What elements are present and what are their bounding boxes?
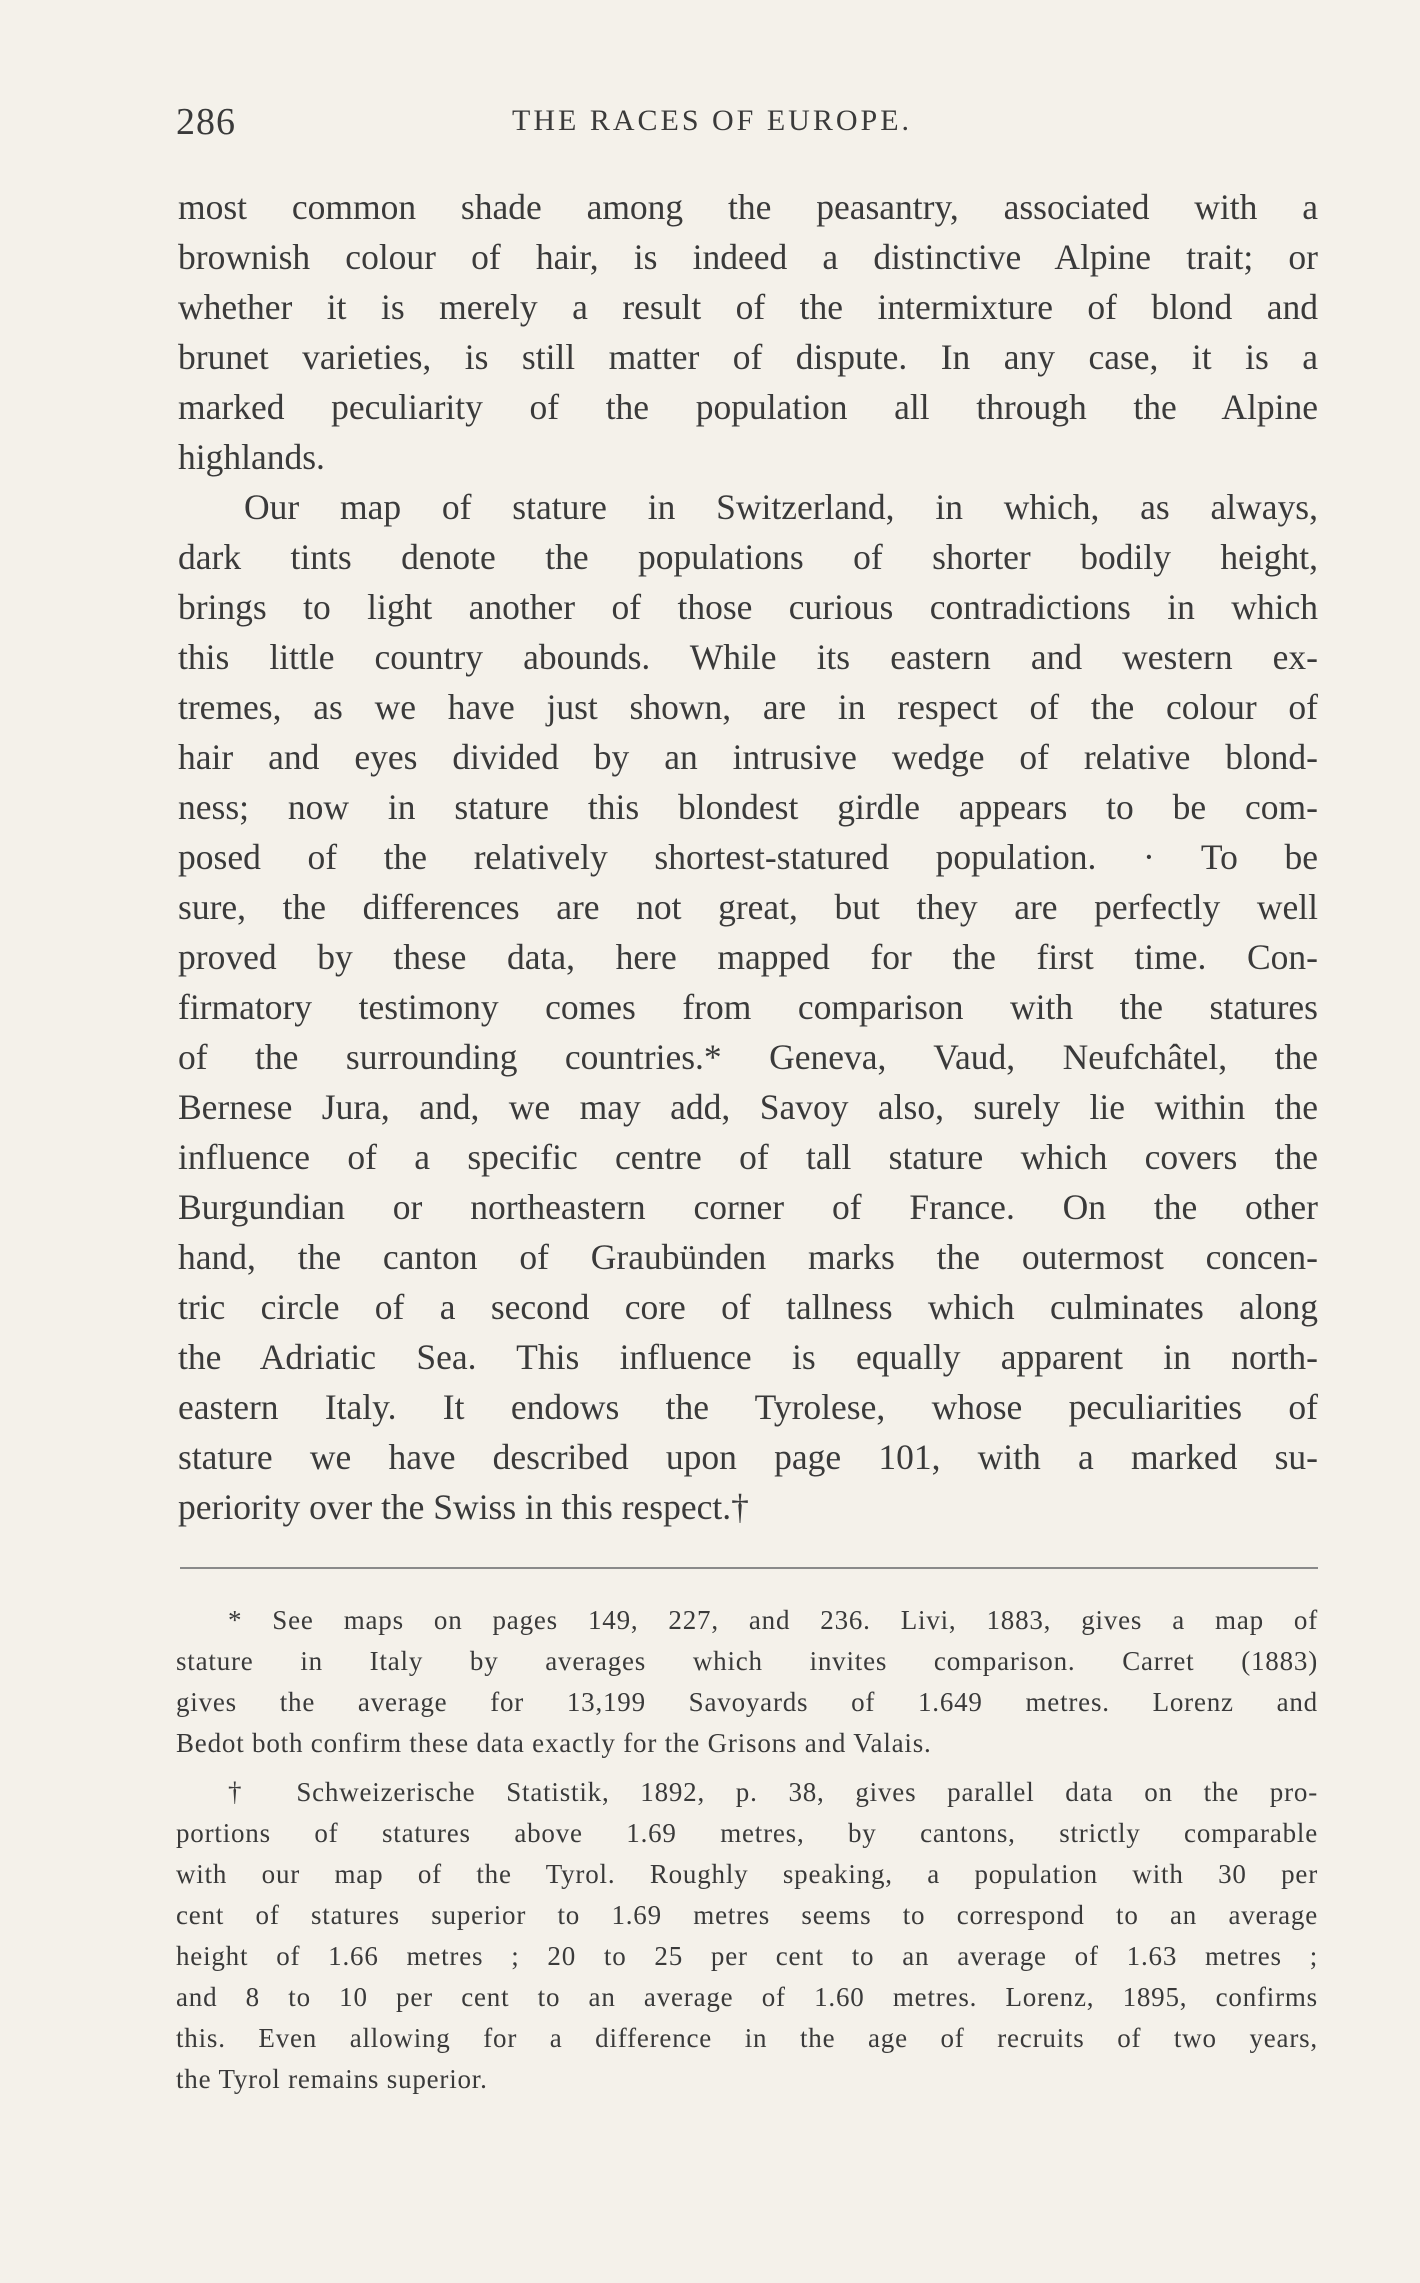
body-line: hand, the canton of Graubünden marks the outermost concen-	[178, 1237, 1318, 1277]
footnotes	[176, 1600, 1318, 2100]
body-line: this little country abounds. While its eastern and western ex-	[178, 637, 1318, 677]
body-line: influence of a specific centre of tall stature which covers the	[178, 1137, 1318, 1177]
footnote-line: Bedot both confirm these data exactly for the Grisons and Valais.	[176, 1728, 932, 1758]
body-line: brownish colour of hair, is indeed a distinctive Alpine trait; or	[178, 237, 1318, 277]
footnote-dagger	[176, 1772, 1318, 2100]
body-line: of the surrounding countries.* Geneva, Vaud, Neufchâtel, the	[178, 1037, 1318, 1077]
body-line: posed of the relatively shortest-statured population. · To be	[178, 837, 1318, 877]
body-line: hair and eyes divided by an intrusive wedge of relative blond-	[178, 737, 1318, 777]
body-line: periority over the Swiss in this respect.†	[178, 1487, 749, 1527]
body-line: eastern Italy. It endows the Tyrolese, whose peculiarities of	[178, 1387, 1318, 1427]
body-line: tric circle of a second core of tallness which culminates along	[178, 1287, 1318, 1327]
footnote-line: this. Even allowing for a difference in the age of recruits of two years,	[176, 2023, 1318, 2053]
footnote-line: and 8 to 10 per cent to an average of 1.60 metres. Lorenz, 1895, confirms	[176, 1982, 1318, 2012]
footnote-line: portions of statures above 1.69 metres, by cantons, strictly comparable	[176, 1818, 1318, 1848]
body-line: firmatory testimony comes from comparison with the statures	[178, 987, 1318, 1027]
paragraph-start-line: Our map of stature in Switzerland, in which, as always,	[244, 487, 1318, 527]
footnote-divider	[180, 1567, 1318, 1569]
footnote-asterisk	[176, 1600, 1318, 1764]
page-number: 286	[176, 101, 236, 143]
body-line: stature we have described upon page 101, with a marked su-	[178, 1437, 1318, 1477]
footnote-line: height of 1.66 metres ; 20 to 25 per cent to an average of 1.63 metres ;	[176, 1941, 1318, 1971]
body-line: Burgundian or northeastern corner of France. On the other	[178, 1187, 1318, 1227]
footnote-line: with our map of the Tyrol. Roughly speaking, a population with 30 per	[176, 1859, 1318, 1889]
body-line: tremes, as we have just shown, are in respect of the colour of	[178, 687, 1318, 727]
body-line: most common shade among the peasantry, associated with a	[178, 187, 1318, 227]
footnote-line: cent of statures superior to 1.69 metres seems to correspond to an average	[176, 1900, 1318, 1930]
body-line: marked peculiarity of the population all through the Alpine	[178, 387, 1318, 427]
body-line: dark tints denote the populations of shorter bodily height,	[178, 537, 1318, 577]
body-line: whether it is merely a result of the intermixture of blond and	[178, 287, 1318, 327]
body-line: ness; now in stature this blondest girdle appears to be com-	[178, 787, 1318, 827]
body-line: sure, the differences are not great, but they are perfectly well	[178, 887, 1318, 927]
body-line: Bernese Jura, and, we may add, Savoy also, surely lie within the	[178, 1087, 1318, 1127]
body-line: brunet varieties, is still matter of dispute. In any case, it is a	[178, 337, 1318, 377]
footnote-gap	[176, 1764, 1318, 1772]
body-line: highlands.	[178, 437, 325, 477]
body-line: the Adriatic Sea. This influence is equally apparent in north-	[178, 1337, 1318, 1377]
footnote-line: † Schweizerische Statistik, 1892, p. 38, gives parallel data on the pro-	[228, 1777, 1318, 1807]
body-line: brings to light another of those curious contradictions in which	[178, 587, 1318, 627]
running-header	[176, 100, 1318, 150]
footnote-line: the Tyrol remains superior.	[176, 2064, 488, 2094]
footnote-line: gives the average for 13,199 Savoyards of 1.649 metres. Lorenz and	[176, 1687, 1318, 1717]
running-title: THE RACES OF EUROPE.	[512, 104, 913, 137]
footnote-line: * See maps on pages 149, 227, and 236. Livi, 1883, gives a map of	[228, 1605, 1318, 1635]
footnote-line: stature in Italy by averages which invites comparison. Carret (1883)	[176, 1646, 1318, 1676]
body-text	[178, 182, 1318, 1532]
body-line: proved by these data, here mapped for the first time. Con-	[178, 937, 1318, 977]
